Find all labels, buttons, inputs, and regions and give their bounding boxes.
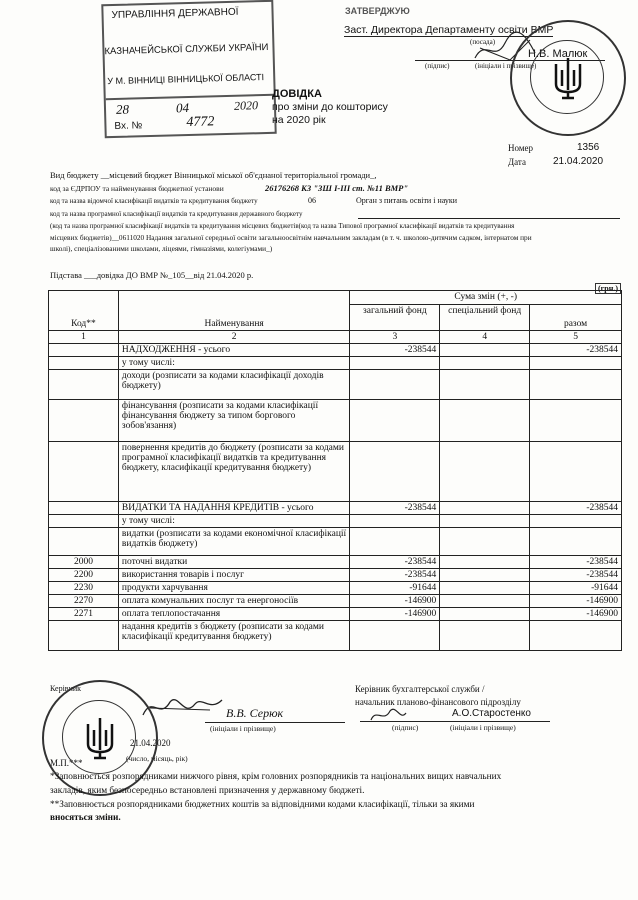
trident-icon	[82, 716, 118, 760]
col-number: 4	[440, 331, 530, 344]
row-general-fund: -238544	[350, 556, 440, 569]
row-code	[49, 515, 119, 528]
header-name: Найменування	[118, 291, 350, 331]
budget-program-local-3: школі), спеціалізованими школами, ліцеями, гімназіями, колегіумами_)	[50, 244, 273, 253]
row-special-fund	[440, 400, 530, 442]
row-general-fund	[350, 442, 440, 502]
accountant-name-caption: (ініціали і прізвище)	[450, 723, 516, 732]
budget-program-local-2: місцевих бюджетів)__0611020 Надання загальної середньої освіти загальноосвітнім навчальним закладам (в т. ч. школою-дитячим садком, інтернатом при	[50, 233, 532, 242]
row-special-fund	[440, 502, 530, 515]
row-special-fund	[440, 556, 530, 569]
treasury-stamp-line2: КАЗНАЧЕЙСЬКОЇ СЛУЖБИ УКРАЇНИ	[104, 41, 269, 58]
head-name-caption: (ініціали і прізвище)	[210, 724, 276, 733]
row-special-fund	[440, 442, 530, 502]
row-general-fund: -238544	[350, 502, 440, 515]
stamp-place-label: М.П.***	[50, 758, 83, 768]
row-general-fund: -238544	[350, 344, 440, 357]
head-label: Керівник	[50, 684, 82, 693]
row-name: доходи (розписати за кодами класифікації доходів бюджету)	[118, 370, 350, 400]
header-general: загальний фонд	[350, 305, 440, 331]
row-name: ВИДАТКИ ТА НАДАННЯ КРЕДИТІВ - усього	[118, 502, 350, 515]
changes-table	[48, 290, 622, 651]
approve-name: Н.В. Малюк	[528, 48, 588, 60]
row-total: -146900	[530, 595, 622, 608]
head-date: 21.04.2020	[130, 738, 171, 748]
budget-type-line: Вид бюджету __місцевий бюджет Вінницької міської об'єднаної територіальної громади_,	[50, 170, 377, 180]
table-row	[49, 556, 622, 569]
row-total	[530, 357, 622, 370]
approve-heading: ЗАТВЕРДЖУЮ	[345, 6, 410, 16]
row-code	[49, 502, 119, 515]
budget-program-local-1: (код та назва програмної класифікації видатків та кредитування місцевих бюджетів(код та назва Типової програмної класифікації видатків та кредитування	[50, 222, 515, 230]
document-subtitle-1: про зміни до кошторису	[272, 101, 388, 113]
row-code	[49, 370, 119, 400]
footnote-2: **Заповнюється розпорядниками бюджетних коштів за відповідними кодами класифікації, тільки за якими	[50, 800, 475, 810]
col-number: 1	[49, 331, 119, 344]
row-general-fund	[350, 370, 440, 400]
header-changes: Сума змін (+, -)	[350, 291, 622, 305]
row-total	[530, 370, 622, 400]
row-special-fund	[440, 569, 530, 582]
table-row	[49, 442, 622, 502]
stamp-date-month: 04	[175, 100, 190, 116]
stamp-incoming-number: 4772	[186, 114, 215, 131]
treasury-stamp-line1: УПРАВЛІННЯ ДЕРЖАВНОЇ	[111, 6, 239, 22]
accountant-name: А.О.Старостенко	[452, 708, 531, 719]
row-special-fund	[440, 595, 530, 608]
row-special-fund	[440, 528, 530, 556]
footnote-1b: закладів, яким безпосередньо встановлені призначення у державному бюджеті.	[50, 786, 365, 796]
row-name: надання кредитів з бюджету (розписати за кодами класифікації кредитування бюджету)	[118, 621, 350, 651]
row-total	[530, 442, 622, 502]
row-name: фінансування (розписати за кодами класифікації фінансування бюджету за типом боргового зобов'язання)	[118, 400, 350, 442]
number-value: 1356	[577, 142, 600, 153]
table-row	[49, 400, 622, 442]
table-row	[49, 608, 622, 621]
row-code: 2200	[49, 569, 119, 582]
row-total: -238544	[530, 569, 622, 582]
row-code: 2230	[49, 582, 119, 595]
accountant-title-2: начальник планово-фінансового підрозділу	[355, 697, 521, 707]
stamp-incoming-label: Вх. №	[114, 120, 143, 132]
row-name: у тому числі:	[118, 357, 350, 370]
row-general-fund: -146900	[350, 595, 440, 608]
row-general-fund	[350, 357, 440, 370]
table-row	[49, 502, 622, 515]
head-name: В.В. Серюк	[226, 706, 284, 720]
approve-position: Заст. Директора Департаменту освіти ВМР	[344, 24, 554, 36]
stamp-date-day: 28	[115, 101, 130, 117]
row-name: повернення кредитів до бюджету (розписати за кодами програмної класифікації видатків та кредитування бюджету, класифікації кредитування бюджету)	[118, 442, 350, 502]
seal-top	[510, 20, 626, 136]
row-code	[49, 528, 119, 556]
table-row	[49, 370, 622, 400]
table-row	[49, 569, 622, 582]
row-code: 2270	[49, 595, 119, 608]
row-general-fund	[350, 515, 440, 528]
row-name: поточні видатки	[118, 556, 350, 569]
trident-icon	[550, 56, 586, 100]
approve-position-caption: (посада)	[470, 38, 496, 46]
table-row	[49, 528, 622, 556]
row-special-fund	[440, 608, 530, 621]
row-code	[49, 621, 119, 651]
budget-program-state: код та назва програмної класифікації видатків та кредитування державного бюджету	[50, 210, 303, 218]
row-general-fund	[350, 528, 440, 556]
col-number: 3	[350, 331, 440, 344]
table-row	[49, 357, 622, 370]
accountant-signature-caption: (підпис)	[392, 723, 419, 732]
row-total	[530, 400, 622, 442]
row-code	[49, 357, 119, 370]
row-name: НАДХОДЖЕННЯ - усього	[118, 344, 350, 357]
row-special-fund	[440, 621, 530, 651]
row-general-fund: -238544	[350, 569, 440, 582]
date-value: 21.04.2020	[553, 156, 604, 167]
row-general-fund	[350, 621, 440, 651]
header-total: разом	[530, 305, 622, 331]
footnote-1: *Заповнюється розпорядниками нижчого рівня, крім головних розпорядників та національних вищих навчальних	[50, 772, 502, 782]
row-total: -238544	[530, 344, 622, 357]
row-code: 2000	[49, 556, 119, 569]
row-special-fund	[440, 515, 530, 528]
row-code	[49, 344, 119, 357]
row-total: -91644	[530, 582, 622, 595]
budget-org-label: код за ЄДРПОУ та найменування бюджетної установи	[50, 184, 224, 193]
footnote-2b: вносяться зміни.	[50, 813, 121, 823]
table-row	[49, 595, 622, 608]
row-special-fund	[440, 344, 530, 357]
row-special-fund	[440, 370, 530, 400]
row-total	[530, 621, 622, 651]
row-general-fund: -146900	[350, 608, 440, 621]
accountant-title-1: Керівник бухгалтерської служби /	[355, 684, 485, 694]
basis-line: Підстава ___довідка ДО ВМР №_105__від 21.04.2020 р.	[50, 270, 254, 280]
table-row	[49, 515, 622, 528]
approve-name-caption: (ініціали і прізвище)	[475, 62, 537, 70]
budget-dept-label: код та назва відомчої класифікації видатків та кредитування бюджету	[50, 197, 258, 205]
stamp-date-year: 2020	[233, 98, 259, 113]
row-total: -146900	[530, 608, 622, 621]
row-code	[49, 442, 119, 502]
row-name: оплата комунальних послуг та енергоносіїв	[118, 595, 350, 608]
row-special-fund	[440, 357, 530, 370]
budget-org-value: 26176268 КЗ "ЗШ І-ІІІ ст. №11 ВМР"	[265, 183, 409, 193]
budget-dept-value: Орган з питань освіти і науки	[356, 196, 458, 205]
row-total	[530, 515, 622, 528]
approve-signature-caption: (підпис)	[425, 62, 450, 70]
table-row	[49, 582, 622, 595]
row-total: -238544	[530, 502, 622, 515]
treasury-stamp-line3: У М. ВІННИЦІ ВІННИЦЬКОЇ ОБЛАСТІ	[107, 72, 265, 87]
row-name: у тому числі:	[118, 515, 350, 528]
row-total	[530, 528, 622, 556]
row-name: оплата теплопостачання	[118, 608, 350, 621]
treasury-stamp	[101, 0, 276, 138]
row-code: 2271	[49, 608, 119, 621]
row-name: використання товарів і послуг	[118, 569, 350, 582]
document-title: ДОВІДКА	[272, 88, 322, 100]
row-general-fund	[350, 400, 440, 442]
table-row	[49, 621, 622, 651]
table-body	[49, 344, 622, 651]
head-date-caption: (число, місяць, рік)	[126, 754, 188, 763]
header-code: Код**	[49, 291, 119, 331]
currency-label: (грн.)	[595, 283, 621, 294]
budget-dept-code: 06	[308, 196, 316, 205]
row-name: продукти харчування	[118, 582, 350, 595]
header-special: спеціальний фонд	[440, 305, 530, 331]
row-code	[49, 400, 119, 442]
table-row	[49, 344, 622, 357]
row-name: видатки (розписати за кодами економічної класифікації видатків бюджету)	[118, 528, 350, 556]
row-special-fund	[440, 582, 530, 595]
document-subtitle-2: на 2020 рік	[272, 114, 326, 126]
date-label: Дата	[508, 157, 526, 167]
col-number: 5	[530, 331, 622, 344]
number-label: Номер	[508, 143, 534, 153]
col-number: 2	[118, 331, 350, 344]
row-total: -238544	[530, 556, 622, 569]
row-general-fund: -91644	[350, 582, 440, 595]
